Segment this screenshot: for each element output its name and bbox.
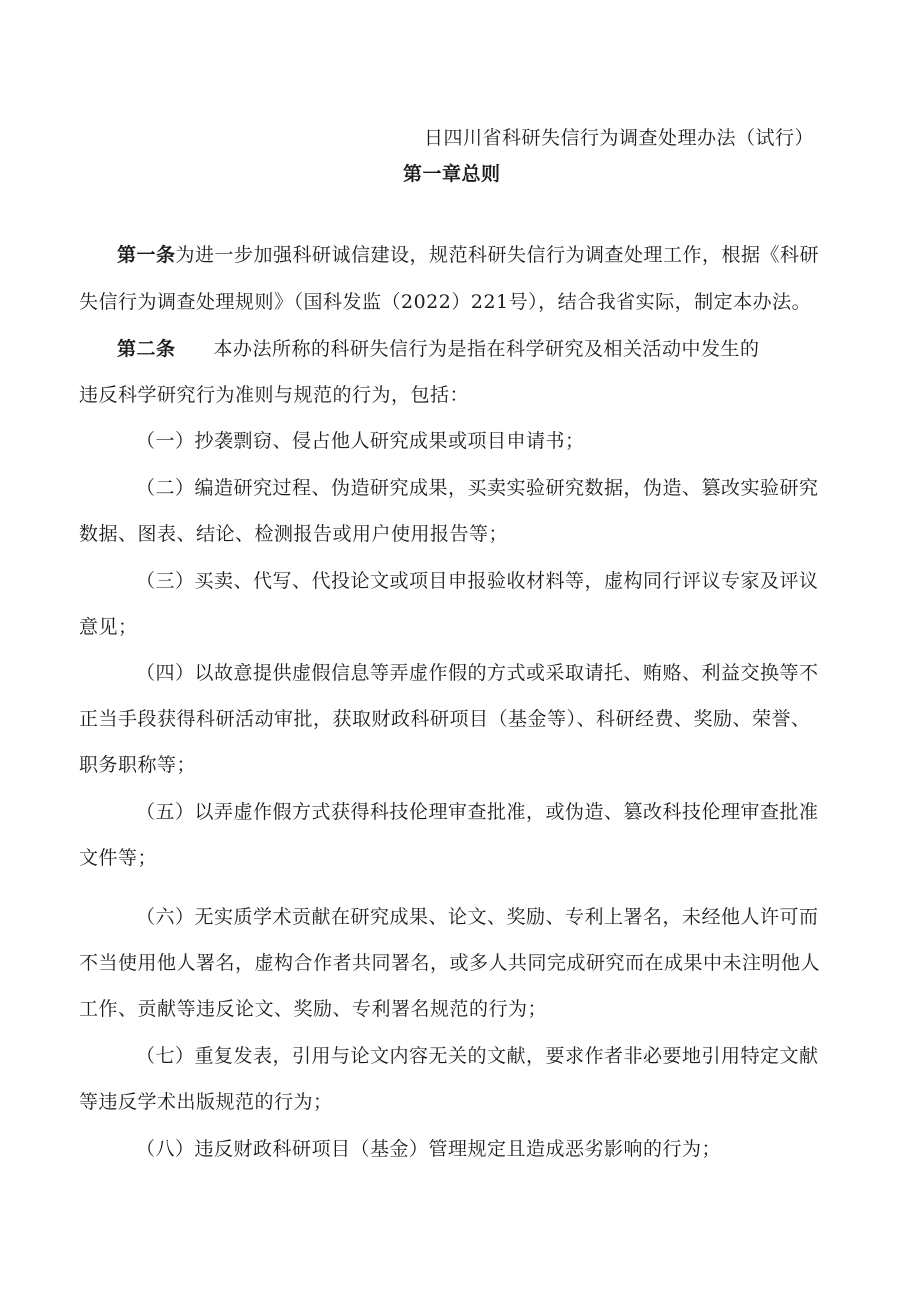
article-1-text: 为进一步加强科研诚信建设，规范科研失信行为调查处理工作，根据《科研 bbox=[175, 244, 820, 266]
item-8-line-1: （八）违反财政科研项目（基金）管理规定且造成恶劣影响的行为； bbox=[136, 1138, 722, 1160]
article-1-line-1 bbox=[117, 241, 819, 269]
item-3-line-2: 意见； bbox=[79, 616, 138, 638]
item-6-line-2: 不当使用他人署名，虚构合作者共同署名，或多人共同完成研究而在成果中未注明他人 bbox=[79, 952, 821, 974]
document-title: 日四川省科研失信行为调查处理办法（试行） bbox=[424, 127, 815, 149]
article-2-label: 第二条 bbox=[117, 338, 176, 360]
item-5-line-1: （五）以弄虚作假方式获得科技伦理审查批准，或伪造、篡改科技伦理审查批准 bbox=[136, 801, 819, 823]
article-2-text: 本办法所称的科研失信行为是指在科学研究及相关活动中发生的 bbox=[213, 338, 760, 360]
item-2-line-1: （二）编造研究过程、伪造研究成果，买卖实验研究数据，伪造、篡改实验研究 bbox=[136, 477, 819, 499]
item-6-line-3: 工作、贡献等违反论文、奖励、专利署名规范的行为； bbox=[79, 998, 548, 1020]
item-5-line-2: 文件等； bbox=[79, 847, 158, 869]
item-7-line-2: 等违反学术出版规范的行为； bbox=[79, 1091, 333, 1113]
article-1-label: 第一条 bbox=[117, 244, 176, 266]
chapter-heading: 第一章总则 bbox=[403, 163, 501, 185]
item-4-line-2: 正当手段获得科研活动审批，获取财政科研项目（基金等）、科研经费、奖励、荣誉、 bbox=[79, 708, 811, 730]
article-2-line-1 bbox=[117, 335, 760, 363]
item-6-line-1: （六）无实质学术贡献在研究成果、论文、奖励、专利上署名，未经他人许可而 bbox=[136, 906, 819, 928]
item-4-line-1: （四）以故意提供虚假信息等弄虚作假的方式或采取请托、贿赂、利益交换等不 bbox=[136, 662, 819, 684]
item-7-line-1: （七）重复发表，引用与论文内容无关的文献，要求作者非必要地引用特定文献 bbox=[136, 1045, 819, 1067]
item-2-line-2: 数据、图表、结论、检测报告或用户使用报告等； bbox=[79, 523, 509, 545]
item-3-line-1: （三）买卖、代写、代投论文或项目申报验收材料等，虚构同行评议专家及评议 bbox=[136, 570, 819, 592]
item-4-line-3: 职务职称等； bbox=[79, 754, 197, 776]
article-2-line-2: 违反科学研究行为准则与规范的行为，包括： bbox=[79, 384, 470, 406]
article-1-line-2: 失信行为调查处理规则》（国科发监（2022）221号），结合我省实际，制定本办法。 bbox=[79, 291, 812, 313]
item-1-line-1: （一）抄袭剽窃、侵占他人研究成果或项目申请书； bbox=[136, 430, 585, 452]
